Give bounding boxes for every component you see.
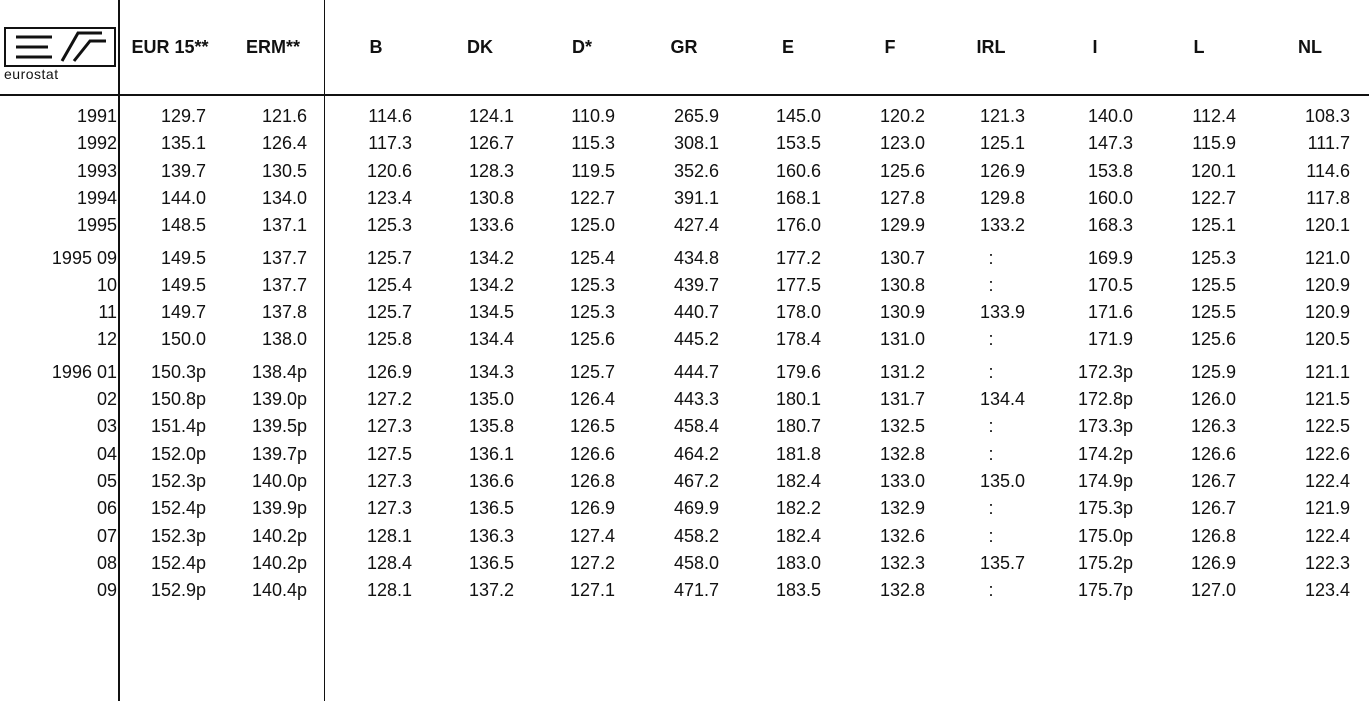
table-cell: 125.4: [366, 274, 412, 295]
table-cell: 464.2: [673, 443, 719, 464]
table-cell: 135.1: [160, 133, 206, 154]
table-cell: 130.9: [879, 302, 925, 323]
column-header: L: [1193, 36, 1205, 57]
table-cell: 132.5: [879, 416, 925, 437]
table-cell: 126.9: [979, 160, 1025, 181]
table-cell: 136.5: [468, 552, 514, 573]
table-cell: 126.4: [261, 133, 307, 154]
table-cell: 120.2: [879, 106, 925, 126]
table-cell: 171.9: [1087, 329, 1133, 350]
table-cell: 126.6: [569, 443, 615, 464]
table-cell: :: [988, 498, 994, 519]
table-cell: 122.4: [1304, 525, 1350, 546]
table-cell: 152.3p: [150, 525, 206, 546]
table-cell: 150.3p: [150, 361, 206, 382]
table-cell: 138.0: [261, 329, 307, 350]
table-cell: 178.0: [775, 302, 821, 323]
table-cell: 114.6: [368, 106, 412, 126]
table-cell: 127.8: [879, 187, 925, 208]
table-cell: 445.2: [673, 329, 719, 350]
row-period-label: 10: [96, 274, 117, 295]
table-cell: 127.4: [569, 525, 615, 546]
table-cell: 125.3: [569, 274, 615, 295]
table-cell: 179.6: [775, 361, 821, 382]
table-cell: 391.1: [673, 187, 719, 208]
table-cell: 121.1: [1304, 361, 1350, 382]
table-cell: 467.2: [673, 470, 719, 491]
table-cell: :: [988, 416, 994, 437]
table-cell: 150.8p: [150, 389, 206, 409]
table-cell: 127.2: [366, 389, 412, 409]
table-cell: 458.2: [673, 525, 719, 546]
table-cell: 125.6: [879, 160, 925, 181]
table-cell: 131.2: [879, 361, 925, 382]
table-cell: 119.5: [571, 160, 615, 181]
table-cell: 131.0: [879, 329, 925, 350]
table-cell: 137.7: [261, 247, 307, 268]
table-cell: 125.5: [1190, 274, 1236, 295]
table-cell: 126.7: [468, 133, 514, 154]
table-cell: :: [988, 361, 994, 382]
table-cell: 149.5: [160, 247, 206, 268]
table-cell: 135.8: [468, 416, 514, 437]
table-cell: 121.3: [979, 106, 1025, 126]
table-cell: 127.3: [366, 470, 412, 491]
table-cell: 151.4p: [150, 416, 206, 437]
table-cell: 120.6: [366, 160, 412, 181]
row-period-label: 1991: [76, 106, 117, 126]
table-cell: 136.5: [468, 498, 514, 519]
table-cell: 122.5: [1304, 416, 1350, 437]
table-cell: 140.2p: [251, 525, 307, 546]
table-cell: 125.7: [569, 361, 615, 382]
table-cell: 180.1: [775, 389, 821, 409]
table-cell: 111.7: [1307, 133, 1350, 154]
table-cell: 182.4: [775, 470, 821, 491]
table-cell: 443.3: [673, 389, 719, 409]
table-cell: 458.0: [673, 552, 719, 573]
table-cell: :: [988, 580, 994, 601]
table-cell: 183.5: [775, 580, 821, 601]
table-cell: 135.0: [468, 389, 514, 409]
table-cell: 152.3p: [150, 470, 206, 491]
row-period-label: 1995 09: [51, 247, 117, 268]
table-cell: 147.3: [1087, 133, 1133, 154]
table-cell: 131.7: [879, 389, 925, 409]
table-cell: 128.1: [366, 580, 412, 601]
row-period-label: 07: [96, 525, 117, 546]
table-cell: 127.1: [569, 580, 615, 601]
table-cell: 135.0: [979, 470, 1025, 491]
table-cell: 134.2: [468, 247, 514, 268]
row-period-label: 09: [96, 580, 117, 601]
table-cell: 175.0p: [1077, 525, 1133, 546]
table-cell: 126.8: [1190, 525, 1236, 546]
table-cell: 439.7: [673, 274, 719, 295]
table-cell: 160.6: [775, 160, 821, 181]
table-cell: :: [988, 274, 994, 295]
row-period-label: 11: [98, 302, 117, 323]
table-cell: 122.3: [1304, 552, 1350, 573]
table-cell: 129.7: [160, 106, 206, 126]
table-cell: 173.3p: [1077, 416, 1133, 437]
row-period-label: 03: [96, 416, 117, 437]
table-cell: 120.9: [1304, 302, 1350, 323]
table-cell: 114.6: [1306, 160, 1350, 181]
table-cell: 169.9: [1087, 247, 1133, 268]
table-cell: 135.7: [979, 552, 1025, 573]
table-cell: :: [988, 443, 994, 464]
table-cell: 128.4: [366, 552, 412, 573]
table-cell: 125.3: [569, 302, 615, 323]
row-period-label: 05: [96, 470, 117, 491]
table-cell: 134.2: [468, 274, 514, 295]
table-cell: 136.6: [468, 470, 514, 491]
table-cell: 175.7p: [1077, 580, 1133, 601]
table-cell: 117.3: [368, 133, 412, 154]
table-cell: 139.9p: [251, 498, 307, 519]
table-cell: 128.3: [468, 160, 514, 181]
table-cell: 125.3: [366, 215, 412, 236]
table-cell: 133.9: [979, 302, 1025, 323]
table-cell: 175.2p: [1077, 552, 1133, 573]
table-cell: 181.8: [775, 443, 821, 464]
column-header: IRL: [976, 36, 1006, 57]
column-header: DK: [467, 36, 493, 57]
table-cell: 129.9: [879, 215, 925, 236]
table-cell: 160.0: [1087, 187, 1133, 208]
column-header: I: [1092, 36, 1098, 57]
table-cell: :: [988, 329, 994, 350]
table-cell: 121.6: [261, 106, 307, 126]
table-cell: 126.8: [569, 470, 615, 491]
table-cell: 125.6: [1190, 329, 1236, 350]
table-cell: 108.3: [1304, 106, 1350, 126]
table-cell: 178.4: [775, 329, 821, 350]
table-cell: 126.7: [1190, 470, 1236, 491]
column-header: E: [781, 36, 794, 57]
table-cell: 440.7: [673, 302, 719, 323]
table-cell: 132.8: [879, 580, 925, 601]
table-cell: 134.3: [468, 361, 514, 382]
table-cell: 115.9: [1192, 133, 1236, 154]
table-cell: 132.6: [879, 525, 925, 546]
table-cell: 469.9: [673, 498, 719, 519]
table-cell: 127.0: [1190, 580, 1236, 601]
table-cell: 168.1: [775, 187, 821, 208]
table-cell: 176.0: [775, 215, 821, 236]
table-cell: 139.7p: [251, 443, 307, 464]
table-cell: 127.3: [366, 498, 412, 519]
table-cell: 126.3: [1190, 416, 1236, 437]
table-cell: 177.5: [775, 274, 821, 295]
table-cell: 139.0p: [251, 389, 307, 409]
table-cell: 174.9p: [1077, 470, 1133, 491]
table-cell: 177.2: [775, 247, 821, 268]
table-cell: 140.0p: [251, 470, 307, 491]
table-cell: 308.1: [673, 133, 719, 154]
table-cell: 133.0: [879, 470, 925, 491]
table-cell: 127.3: [366, 416, 412, 437]
table-cell: 126.6: [1190, 443, 1236, 464]
row-period-label: 1995: [76, 215, 117, 236]
table-cell: 126.9: [366, 361, 412, 382]
table-cell: 129.8: [979, 187, 1025, 208]
row-period-label: 1992: [76, 133, 117, 154]
table-cell: 126.7: [1190, 498, 1236, 519]
table-cell: 182.2: [775, 498, 821, 519]
table-cell: 139.7: [160, 160, 206, 181]
row-period-label: 04: [96, 443, 117, 464]
table-cell: 149.5: [160, 274, 206, 295]
table-cell: 434.8: [673, 247, 719, 268]
table-cell: 136.3: [468, 525, 514, 546]
table-cell: 140.2p: [251, 552, 307, 573]
table-cell: 149.7: [160, 302, 206, 323]
header-bottom-rule: [0, 94, 1369, 96]
table-cell: 123.0: [879, 133, 925, 154]
table-cell: 134.4: [468, 329, 514, 350]
table-cell: 115.3: [571, 133, 615, 154]
row-period-label: 06: [96, 498, 117, 519]
table-cell: 125.7: [366, 247, 412, 268]
column-header: EUR 15**: [131, 36, 209, 57]
table-cell: 117.8: [1306, 187, 1350, 208]
table-cell: 139.5p: [251, 416, 307, 437]
table-cell: 174.2p: [1077, 443, 1133, 464]
table-cell: 170.5: [1087, 274, 1133, 295]
table-cell: 120.9: [1304, 274, 1350, 295]
row-period-label: 1994: [76, 187, 117, 208]
table-cell: 130.5: [261, 160, 307, 181]
column-header: ERM**: [245, 36, 300, 57]
table-cell: 123.4: [366, 187, 412, 208]
table-cell: 121.0: [1304, 247, 1350, 268]
table-cell: 120.1: [1304, 215, 1350, 236]
table-cell: 140.4p: [251, 580, 307, 601]
row-period-label: 12: [96, 329, 117, 350]
row-period-label: 1993: [76, 160, 117, 181]
table-cell: 138.4p: [251, 361, 307, 382]
table-cell: 132.3: [879, 552, 925, 573]
table-cell: 125.9: [1190, 361, 1236, 382]
column-header: GR: [670, 36, 698, 57]
table-cell: 150.0: [160, 329, 206, 350]
table-cell: 145.0: [775, 106, 821, 126]
table-cell: 121.9: [1304, 498, 1350, 519]
table-cell: 137.1: [261, 215, 307, 236]
table-cell: 122.4: [1304, 470, 1350, 491]
column-header: D*: [571, 36, 592, 57]
table-cell: 130.7: [879, 247, 925, 268]
table-cell: 265.9: [673, 106, 719, 126]
table-cell: 125.1: [1190, 215, 1236, 236]
table-cell: 458.4: [673, 416, 719, 437]
table-cell: 175.3p: [1077, 498, 1133, 519]
table-cell: 153.5: [775, 133, 821, 154]
table-cell: 125.8: [366, 329, 412, 350]
table-cell: 172.8p: [1077, 389, 1133, 409]
table-cell: 121.5: [1304, 389, 1350, 409]
table-cell: :: [988, 247, 994, 268]
column-header: NL: [1298, 36, 1322, 57]
table-cell: 471.7: [673, 580, 719, 601]
table-cell: 180.7: [775, 416, 821, 437]
table-cell: 144.0: [160, 187, 206, 208]
table-cell: 112.4: [1192, 106, 1236, 126]
table-cell: 126.0: [1190, 389, 1236, 409]
table-cell: 148.5: [160, 215, 206, 236]
table-cell: 124.1: [468, 106, 514, 126]
table-cell: 133.6: [468, 215, 514, 236]
table-cell: 427.4: [673, 215, 719, 236]
table-cell: 152.4p: [150, 498, 206, 519]
table-cell: 127.5: [366, 443, 412, 464]
table-cell: 136.1: [468, 443, 514, 464]
eurostat-wordmark: eurostat: [4, 66, 59, 82]
table-cell: 134.0: [261, 187, 307, 208]
table-cell: 122.7: [569, 187, 615, 208]
table-cell: 123.4: [1304, 580, 1350, 601]
table-cell: 126.9: [569, 498, 615, 519]
table-cell: 122.7: [1190, 187, 1236, 208]
table-cell: 127.2: [569, 552, 615, 573]
row-period-label: 08: [96, 552, 117, 573]
table-cell: 120.5: [1304, 329, 1350, 350]
table-cell: 126.9: [1190, 552, 1236, 573]
table-cell: 125.6: [569, 329, 615, 350]
row-period-label: 1996 01: [51, 361, 117, 382]
table-cell: 134.5: [468, 302, 514, 323]
table-cell: 444.7: [673, 361, 719, 382]
table-cell: 152.9p: [150, 580, 206, 601]
table-cell: 137.2: [468, 580, 514, 601]
table-cell: 137.8: [261, 302, 307, 323]
table-cell: 125.4: [569, 247, 615, 268]
row-period-label: 02: [96, 389, 117, 409]
table-cell: 125.5: [1190, 302, 1236, 323]
table-cell: 126.4: [569, 389, 615, 409]
table-cell: 153.8: [1087, 160, 1133, 181]
table-cell: 125.1: [979, 133, 1025, 154]
table-cell: 128.1: [366, 525, 412, 546]
table-cell: 172.3p: [1077, 361, 1133, 382]
table-cell: 132.8: [879, 443, 925, 464]
table-cell: 140.0: [1087, 106, 1133, 126]
table-cell: 352.6: [673, 160, 719, 181]
table-cell: 125.7: [366, 302, 412, 323]
table-cell: 137.7: [261, 274, 307, 295]
table-cell: 132.9: [879, 498, 925, 519]
table-cell: 134.4: [979, 389, 1025, 409]
table-cell: 125.3: [1190, 247, 1236, 268]
table-cell: 110.9: [571, 106, 615, 126]
table-cell: 152.0p: [150, 443, 206, 464]
table-cell: :: [988, 525, 994, 546]
table-cell: 126.5: [569, 416, 615, 437]
table-cell: 182.4: [775, 525, 821, 546]
table-cell: 120.1: [1190, 160, 1236, 181]
table-cell: 130.8: [879, 274, 925, 295]
table-cell: 125.0: [569, 215, 615, 236]
table-cell: 133.2: [979, 215, 1025, 236]
table-cell: 152.4p: [150, 552, 206, 573]
table-cell: 168.3: [1087, 215, 1133, 236]
table-cell: 130.8: [468, 187, 514, 208]
table-cell: 171.6: [1087, 302, 1133, 323]
column-header: B: [369, 36, 383, 57]
table-cell: 122.6: [1304, 443, 1350, 464]
column-header: F: [884, 36, 896, 57]
table-cell: 183.0: [775, 552, 821, 573]
